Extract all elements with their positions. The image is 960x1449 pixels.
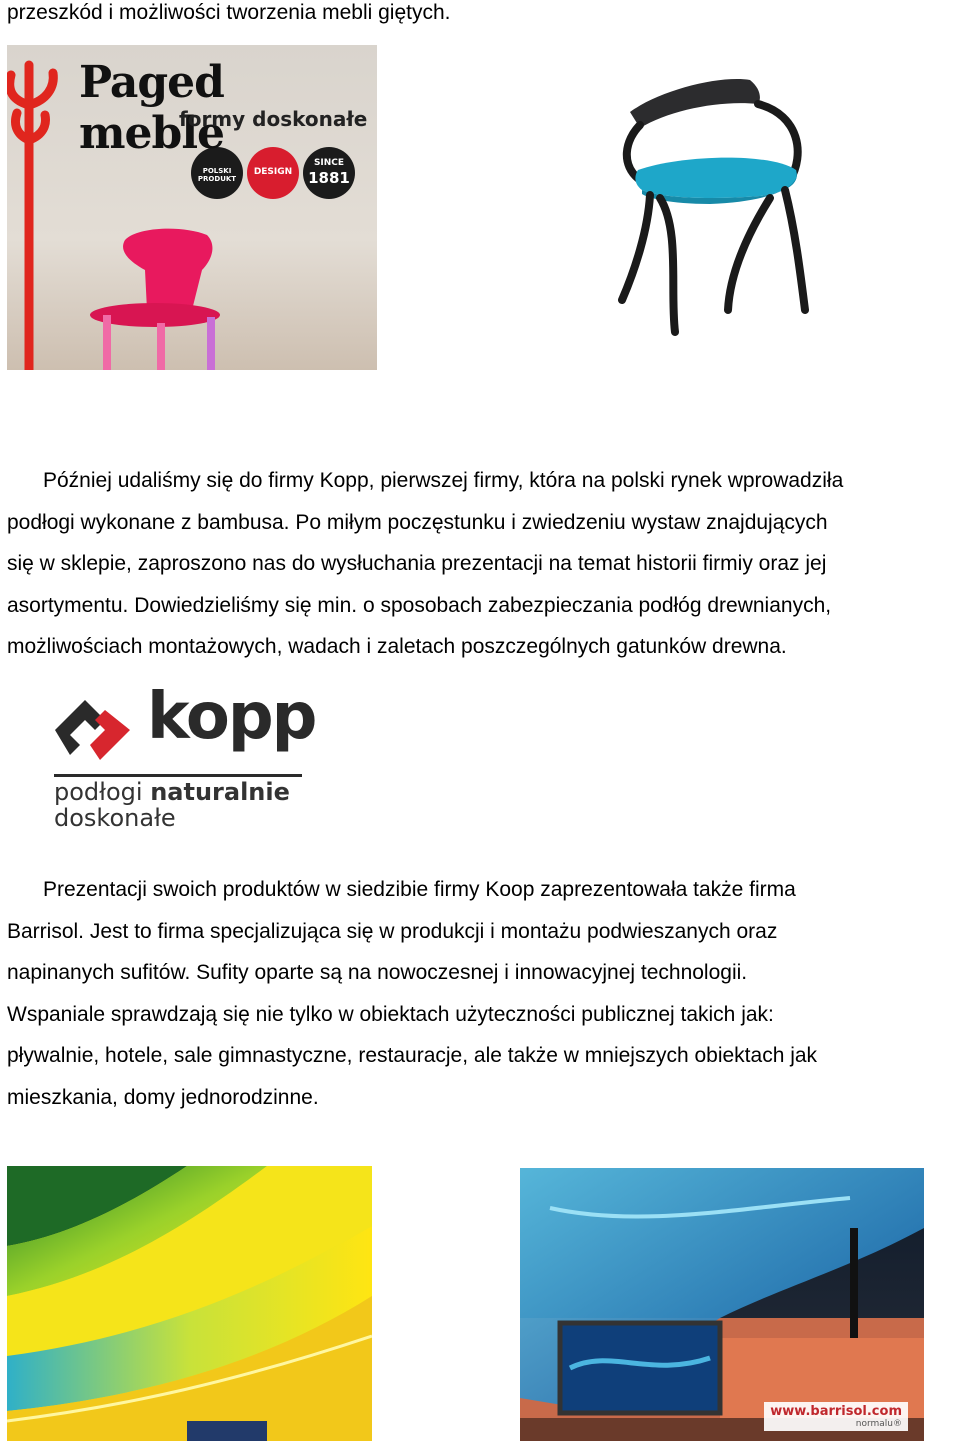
paragraph-barrisol-line-1: Prezentacji swoich produktów w siedzibie firmy Koop zaprezentowała także firma xyxy=(43,878,796,901)
kopp-tagline-line1 xyxy=(54,778,290,806)
paragraph-kopp-line-1: Później udaliśmy się do firmy Kopp, pierwszej firmy, która na polski rynek wprowadziła xyxy=(43,469,844,492)
kopp-tag-doskonale: doskonałe xyxy=(54,804,176,832)
blue-ceiling-graphic xyxy=(520,1168,924,1441)
chair-graphic xyxy=(600,70,825,340)
badge-since-label: SINCE xyxy=(313,158,345,168)
badge-design-label: DESIGN xyxy=(253,167,293,177)
paragraph-barrisol-line-3: napinanych sufitów. Sufity oparte są na nowoczesnej i innowacyjnej technologii. xyxy=(7,961,748,985)
bentwood-chair-image xyxy=(600,70,825,340)
paragraph-barrisol-line-5: pływalnie, hotele, sale gimnastyczne, restauracje, ale także w mniejszych obiektach jak xyxy=(7,1044,818,1068)
barrisol-blue-ceiling-photo xyxy=(520,1168,924,1441)
paragraph-kopp-line-5: możliwościach montażowych, wadach i zaletach poszczególnych gatunków drewna. xyxy=(7,635,787,659)
paragraph-kopp xyxy=(7,460,957,668)
paged-logo-tagline: formy doskonałe xyxy=(179,107,368,131)
badge-polski-label: POLSKI PRODUKT xyxy=(197,167,237,183)
barrisol-url: www.barrisol.com xyxy=(770,1404,902,1419)
paged-logo-title: Paged meble xyxy=(79,57,225,159)
paged-meble-photo xyxy=(7,45,377,370)
paragraph-kopp-line-2: podłogi wykonane z bambusa. Po miłym poczęstunku i zwiedzeniu wystaw znajdujących xyxy=(7,510,828,534)
top-text-line: przeszkód i możliwości tworzenia mebli giętych. xyxy=(7,1,451,24)
kopp-tag-podlogi: podłogi xyxy=(54,778,143,806)
kopp-logo xyxy=(50,680,316,840)
kopp-tag-naturalnie: naturalnie xyxy=(150,778,290,806)
badge-since-year: 1881 xyxy=(308,169,350,187)
paragraph-barrisol xyxy=(7,869,957,1119)
kopp-brand: kopp xyxy=(147,680,316,754)
kopp-mark-icon xyxy=(50,695,140,765)
barrisol-watermark xyxy=(764,1402,908,1431)
paragraph-barrisol-line-4: Wspaniale sprawdzają się nie tylko w obiektach użyteczności publicznej takich jak: xyxy=(7,1002,774,1026)
yellow-ceiling-graphic xyxy=(7,1166,372,1441)
kopp-divider xyxy=(54,774,302,777)
paragraph-barrisol-line-2: Barrisol. Jest to firma specjalizująca się w produkcji i montażu podwieszanych oraz xyxy=(7,919,778,943)
paragraph-kopp-line-4: asortymentu. Dowiedzieliśmy się min. o sposobach zabezpieczania podłóg drewnianych, xyxy=(7,593,832,617)
barrisol-sub: normalu® xyxy=(855,1419,902,1429)
barrisol-yellow-ceiling-photo xyxy=(7,1166,372,1441)
paragraph-kopp-line-3: się w sklepie, zaproszono nas do wysłuchania prezentacji na temat historii firmiy oraz jej xyxy=(7,552,827,576)
paragraph-barrisol-line-6: mieszkania, domy jednorodzinne. xyxy=(7,1085,319,1109)
